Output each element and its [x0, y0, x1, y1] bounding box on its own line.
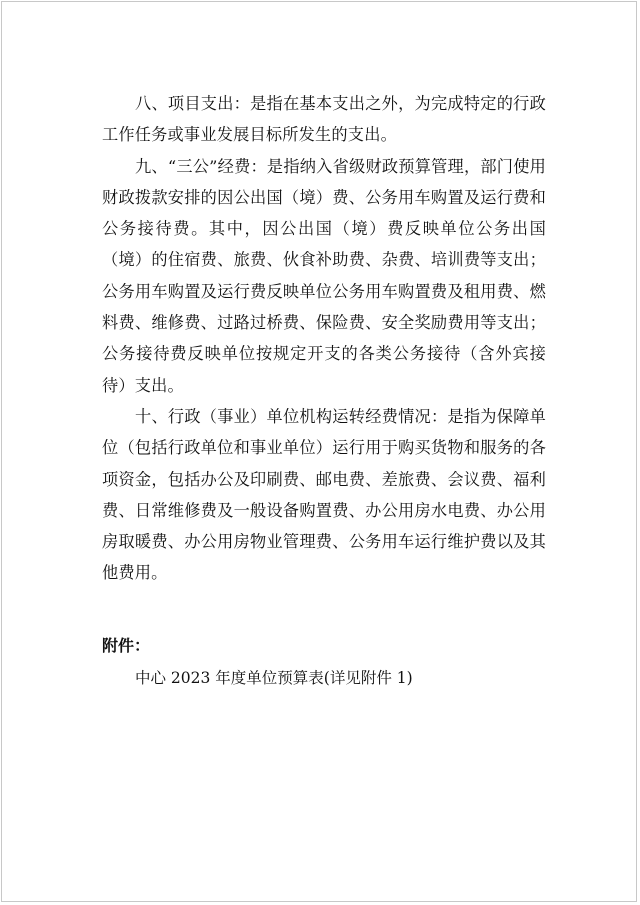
document-page — [1, 1, 637, 902]
attachment-heading: 附件： — [102, 636, 151, 655]
paragraph-operating-expenses: 十、行政（事业）单位机构运转经费情况：是指为保障单位（包括行政单位和事业单位）运行用于购买货物和服务的各项资金，包括办公及印刷费、邮电费、差旅费、会议费、福利费、日常维修费及一般设备购置费、办公用房水电费、办公用房取暖费、办公用房物业管理费、公务用车运行维护费以及其他费用。 — [102, 406, 546, 583]
document-body — [102, 88, 546, 589]
paragraph-project-expenditure: 八、项目支出：是指在基本支出之外，为完成特定的行政工作任务或事业发展目标所发生的支出。 — [102, 94, 546, 145]
attachment-item: 中心 2023 年度单位预算表(详见附件 1) — [135, 669, 413, 687]
paragraph-three-public-expenses: 九、“三公”经费：是指纳入省级财政预算管理，部门使用财政拨款安排的因公出国（境）费、公务用车购置及运行费和公务接待费。其中，因公出国（境）费反映单位公务出国（境）的住宿费、旅费、伙食补助费、杂费、培训费等支出；公务用车购置及运行费反映单位公务用车购置费及租用费、燃料费、维修费、过路过桥费、保险费、安全奖励费用等支出；公务接待费反映单位按规定开支的各类公务接待（含外宾接待）支出。 — [102, 156, 546, 395]
